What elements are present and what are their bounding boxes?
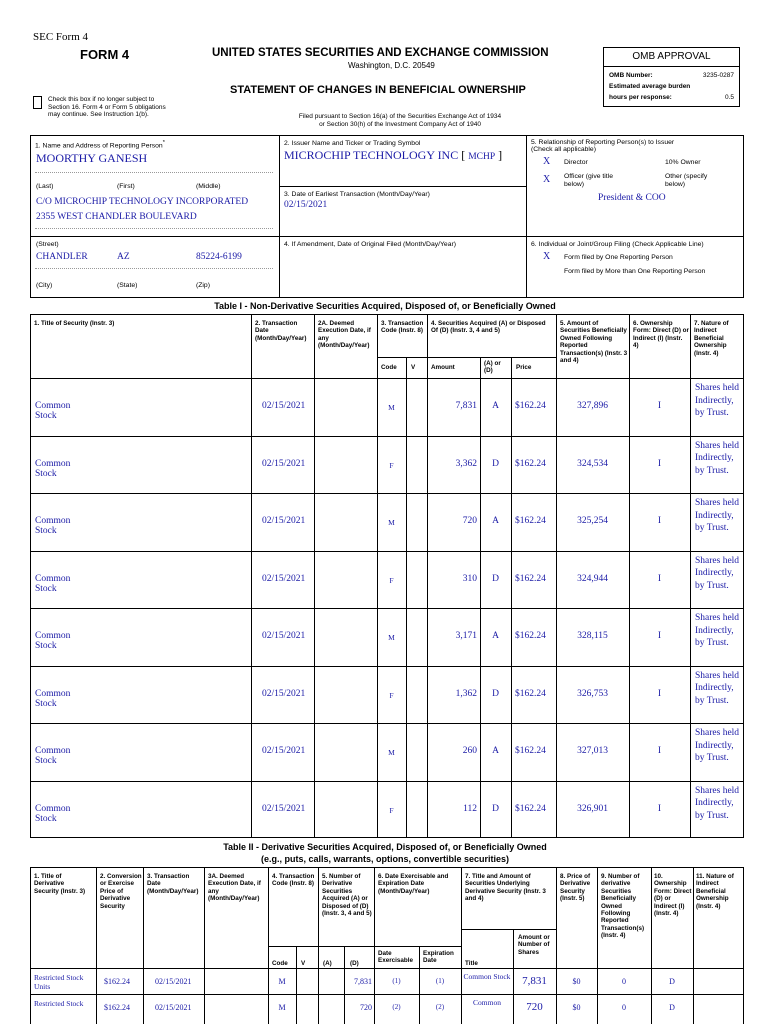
transaction-date: 02/15/2021: [262, 803, 306, 814]
t2-h-a: (A): [323, 960, 332, 967]
price: $162.24: [515, 688, 546, 699]
column-divider: [204, 867, 205, 1024]
ownership-nature: Shares held Indirectly, by Trust.: [695, 440, 740, 476]
zip-label: (Zip): [196, 282, 210, 289]
t1-h-owned: 5. Amount of Securities Beneficially Owned Following Reported Transaction(s) (Instr. 3 and 4): [560, 320, 628, 365]
date-exercisable: (2): [392, 1003, 401, 1011]
column-divider: [251, 551, 252, 609]
omb-box: [603, 47, 740, 107]
ten-percent-owner-label: 10% Owner: [665, 159, 701, 166]
box5-label-2: (Check all applicable): [531, 146, 596, 153]
column-divider: [511, 608, 512, 666]
column-divider: [690, 666, 691, 724]
expiration-date: (1): [435, 977, 445, 985]
transaction-date: 02/15/2021: [155, 977, 192, 986]
amount-owned: 326,753: [577, 688, 608, 699]
column-divider: [406, 781, 407, 839]
t1-h-form: 6. Ownership Form: Direct (D) or Indirect (I) (Instr. 4): [633, 320, 689, 350]
amount: 7,831: [455, 401, 477, 411]
address-line-1: C/O MICROCHIP TECHNOLOGY INCORPORATED: [36, 197, 249, 207]
column-divider: [251, 781, 252, 839]
owned-after: 0: [622, 1003, 626, 1012]
price: $162.24: [515, 401, 546, 411]
t1-h-code-sub: Code: [381, 364, 397, 371]
acquired-or-disposed: A: [492, 746, 499, 756]
row-divider: [30, 436, 744, 437]
t2-h-deemed: 3A. Deemed Execution Date, if any (Month/Day/Year): [208, 873, 261, 903]
amount-owned: 328,115: [577, 631, 608, 641]
first-label: (First): [117, 183, 135, 190]
column-divider: [406, 493, 407, 551]
column-divider: [511, 436, 512, 494]
t1-h-title: 1. Title of Security (Instr. 3): [34, 320, 115, 327]
acquired-or-disposed: A: [492, 401, 499, 411]
ownership-form: D: [669, 1003, 675, 1012]
t2-h-date-ex: Date Exercisable: [378, 950, 414, 965]
column-divider: [651, 867, 652, 1024]
column-divider: [690, 493, 691, 551]
transaction-date: 02/15/2021: [262, 458, 306, 469]
column-divider: [314, 493, 315, 551]
officer-label: Officer (give title below): [564, 173, 613, 188]
price: $162.24: [515, 516, 546, 526]
security-title: Common Stock: [35, 458, 71, 479]
t2-h-v: V: [301, 960, 306, 967]
acquired-or-disposed: D: [492, 573, 499, 584]
transaction-date: 02/15/2021: [262, 746, 306, 756]
column-divider: [314, 378, 315, 436]
derivative-title: Restricted Stock Units: [34, 973, 84, 991]
amount: 3,362: [455, 458, 477, 469]
derivative-price: $0: [572, 977, 581, 986]
transaction-date: 02/15/2021: [262, 573, 306, 584]
street-label: (Street): [36, 241, 59, 248]
officer-title: President & COO: [598, 193, 666, 203]
transaction-date: 02/15/2021: [262, 516, 306, 526]
ownership-form: D: [669, 977, 675, 986]
ownership-nature: Shares held Indirectly, by Trust.: [695, 785, 740, 821]
underlying-amount: 720: [526, 1001, 543, 1013]
omb-title: OMB APPROVAL: [632, 51, 711, 62]
omb-number-value: 3235-0287: [702, 72, 734, 79]
state: AZ: [117, 252, 130, 262]
column-divider: [251, 378, 252, 436]
price: $162.24: [515, 803, 546, 814]
transaction-date: 02/15/2021: [262, 631, 306, 641]
ownership-form: I: [657, 631, 662, 641]
ownership-form: I: [657, 516, 662, 526]
box3-label: 3. Date of Earliest Transaction (Month/Day/Year): [284, 191, 430, 198]
director-label: Director: [564, 159, 588, 166]
issuer-line: [284, 148, 502, 163]
form-label: SEC Form 4: [33, 31, 89, 43]
t2-h-code: 4. Transaction Code (Instr. 8): [272, 873, 315, 888]
t1-h-code: 3. Transaction Code (Instr. 8): [381, 320, 424, 335]
price: $162.24: [515, 573, 546, 584]
filed-pursuant: [270, 113, 530, 128]
derivative-title: Restricted Stock: [34, 999, 84, 1008]
amount: 112: [463, 803, 477, 814]
t2-h-number: 5. Number of Derivative Securities Acquired (A) or Disposed of (D) (Instr. 3, 4 and 5): [322, 873, 372, 918]
address-line-2: 2355 WEST CHANDLER BOULEVARD: [36, 212, 197, 222]
transaction-code: F: [389, 690, 394, 700]
t2-h-exercisable: 6. Date Exercisable and Expiration Date (Month/Day/Year): [378, 873, 449, 895]
acquired-or-disposed: D: [492, 688, 499, 699]
box5-label-1: 5. Relationship of Reporting Person(s) to Issuer: [531, 139, 675, 146]
price: $162.24: [515, 458, 546, 469]
reporting-person-name: MOORTHY GANESH: [36, 151, 148, 165]
row-divider: [30, 608, 744, 609]
t2-h-nature: 11. Nature of Indirect Beneficial Ownership (Instr. 4): [696, 873, 734, 910]
column-divider: [251, 493, 252, 551]
omb-number-label: OMB Number:: [609, 72, 653, 79]
column-divider: [314, 608, 315, 666]
column-divider: [314, 723, 315, 781]
underlying-title: Common: [473, 998, 501, 1007]
security-title: Common Stock: [35, 401, 71, 421]
derivative-price: $0: [572, 1003, 581, 1012]
row-divider: [30, 666, 744, 667]
officer-mark[interactable]: X: [543, 174, 551, 185]
ownership-form: I: [657, 573, 662, 584]
director-mark[interactable]: X: [543, 156, 551, 167]
ownership-nature: Shares held Indirectly, by Trust.: [695, 498, 740, 533]
t2-h-amount: Amount or Number of Shares: [518, 934, 550, 956]
owned-after: 0: [622, 977, 626, 986]
underlying-amount: 7,831: [522, 975, 547, 987]
acquired-or-disposed: A: [492, 516, 499, 526]
transaction-date: 02/15/2021: [262, 401, 306, 411]
location: Washington, D.C. 20549: [348, 61, 435, 70]
security-title: Common Stock: [35, 688, 71, 709]
amount: 720: [462, 516, 477, 526]
disposed-count: 720: [360, 1003, 372, 1012]
transaction-code: M: [388, 403, 395, 412]
underlying-title: Common Stock: [463, 972, 511, 981]
transaction-date: 02/15/2021: [262, 688, 306, 699]
t2-h-underlying: 7. Title and Amount of Securities Underlying Derivative Security (Instr. 3 and 4): [465, 873, 546, 903]
column-divider: [406, 723, 407, 781]
form-title: FORM 4: [80, 47, 130, 62]
ownership-nature: Shares held Indirectly, by Trust.: [695, 728, 740, 763]
column-divider: [693, 867, 694, 1024]
transaction-code: F: [389, 575, 394, 585]
table2-title-1: Table II - Derivative Securities Acquired, Disposed of, or Beneficially Owned: [223, 842, 547, 852]
column-divider: [690, 378, 691, 436]
transaction-code: F: [389, 460, 394, 470]
date-exercisable: (1): [392, 977, 401, 985]
security-title: Common Stock: [35, 746, 71, 766]
commission-title: UNITED STATES SECURITIES AND EXCHANGE COMMISSION: [212, 47, 549, 59]
column-divider: [690, 436, 691, 494]
column-divider: [406, 666, 407, 724]
transaction-code: F: [389, 805, 394, 815]
column-divider: [511, 493, 512, 551]
filed-pursuant-2: or Section 30(h) of the Investment Company Act of 1940: [319, 120, 481, 128]
column-divider: [511, 781, 512, 839]
one-person-label: Form filed by One Reporting Person: [564, 254, 673, 261]
ownership-form: I: [657, 688, 662, 699]
t1-h-acquired: 4. Securities Acquired (A) or Disposed Of (D) (Instr. 3, 4 and 5): [431, 320, 546, 335]
price: $162.24: [515, 631, 546, 641]
t2-h-price: 8. Price of Derivative Security (Instr. 5): [560, 873, 591, 903]
security-title: Common Stock: [35, 631, 71, 651]
more-persons-label: Form filed by More than One Reporting Person: [564, 268, 706, 275]
row-divider: [30, 493, 744, 494]
t2-h-d: (D): [350, 960, 359, 967]
column-divider: [406, 551, 407, 609]
ticker-bracket-close: ]: [498, 148, 503, 162]
box6-label: 6. Individual or Joint/Group Filing (Check Applicable Line): [531, 241, 704, 248]
column-divider: [314, 666, 315, 724]
column-divider: [690, 608, 691, 666]
column-divider: [251, 608, 252, 666]
city-label: (City): [36, 282, 53, 289]
t2-h-owned: 9. Number of derivative Securities Beneficially Owned Following Reported Transaction(s) (Instr. 4): [601, 873, 645, 940]
t1-h-aord: (A) or (D): [484, 360, 501, 375]
omb-hours-value: 0.5: [724, 94, 734, 101]
ownership-form: I: [657, 401, 662, 411]
transaction-code: M: [278, 977, 286, 986]
city: CHANDLER: [36, 252, 88, 262]
box1-label: 1. Name and Address of Reporting Person*: [35, 140, 165, 150]
box4-label: 4. If Amendment, Date of Original Filed (Month/Day/Year): [284, 241, 457, 248]
amount-owned: 326,901: [577, 803, 608, 814]
t1-h-v: V: [411, 364, 416, 371]
ownership-nature: Shares held Indirectly, by Trust.: [695, 613, 740, 648]
sub-header-line: [374, 946, 461, 947]
column-divider: [511, 378, 512, 436]
t2-h-conversion: 2. Conversion or Exercise Price of Derivative Security: [100, 873, 142, 910]
amount: 310: [462, 573, 477, 584]
column-divider: [96, 867, 97, 1024]
last-label: (Last): [36, 183, 54, 190]
one-person-mark[interactable]: X: [543, 251, 551, 262]
sub-header-line: [268, 946, 374, 947]
ownership-nature: Shares held Indirectly, by Trust.: [695, 383, 740, 418]
column-divider: [406, 436, 407, 494]
column-divider: [690, 551, 691, 609]
transaction-date: 02/15/2021: [155, 1003, 192, 1012]
transaction-code: M: [278, 1003, 286, 1012]
earliest-transaction-date: 02/15/2021: [284, 200, 328, 210]
amount-owned: 324,534: [577, 458, 608, 469]
ticker-bracket-open: [: [461, 148, 466, 162]
checkbox-text: Check this box if no longer subject to Section 16. Form 4 or Form 5 obligations may continue. See Instruction 1(b).: [48, 96, 166, 118]
acquired-or-disposed: A: [492, 631, 499, 641]
issuer-name: MICROCHIP TECHNOLOGY INC: [284, 148, 459, 162]
column-divider: [511, 723, 512, 781]
t1-h-price: Price: [516, 364, 532, 371]
zip: 85224-6199: [196, 252, 242, 262]
row-divider: [30, 994, 744, 995]
filed-pursuant-1: Filed pursuant to Section 16(a) of the Securities Exchange Act of 1934: [298, 113, 502, 120]
disposed-count: 7,831: [354, 977, 372, 986]
box1-asterisk: *: [162, 140, 165, 146]
conversion-price: $162.24: [104, 1003, 130, 1012]
ownership-form: I: [657, 746, 662, 756]
sub-header-line: [461, 929, 556, 930]
column-divider: [314, 436, 315, 494]
amount: 3,171: [455, 631, 477, 641]
sub-column-divider: [296, 946, 297, 1024]
row-divider: [30, 551, 744, 552]
security-title: Common Stock: [35, 516, 71, 536]
t2-h-title-sub: Title: [465, 960, 478, 967]
other-label: Other (specify below): [665, 173, 708, 188]
amount: 1,362: [455, 688, 477, 699]
t2-h-exp: Expiration Date: [423, 950, 454, 965]
table1-title: Table I - Non-Derivative Securities Acquired, Disposed of, or Beneficially Owned: [214, 301, 556, 311]
omb-burden-label: Estimated average burden: [609, 83, 691, 90]
t1-h-nature: 7. Nature of Indirect Beneficial Ownership (Instr. 4): [694, 320, 729, 357]
transaction-code: M: [388, 748, 395, 757]
acquired-or-disposed: D: [492, 803, 499, 814]
column-divider: [406, 608, 407, 666]
header-bottom-line: [30, 968, 744, 969]
expiration-date: (2): [435, 1003, 445, 1011]
column-divider: [143, 867, 144, 1024]
box2-label: 2. Issuer Name and Ticker or Trading Symbol: [284, 140, 421, 147]
column-divider: [251, 723, 252, 781]
table2-title-2: (e.g., puts, calls, warrants, options, convertible securities): [260, 854, 510, 864]
omb-hours-label: hours per response:: [609, 94, 672, 101]
t1-h-deemed: 2A. Deemed Execution Date, if any (Month/Day/Year): [318, 320, 371, 350]
column-divider: [690, 723, 691, 781]
price: $162.24: [515, 746, 546, 756]
column-divider: [251, 666, 252, 724]
t1-h-date: 2. Transaction Date (Month/Day/Year): [255, 320, 307, 342]
ticker: MCHP: [468, 152, 496, 162]
row-divider: [30, 723, 744, 724]
column-divider: [556, 867, 557, 1024]
state-label: (State): [117, 282, 138, 289]
t2-h-form: 10. Ownership Form: Direct (D) or Indirect (I) (Instr. 4): [654, 873, 692, 918]
amount-owned: 327,013: [577, 746, 608, 756]
transaction-code: M: [388, 633, 395, 642]
transaction-code: M: [388, 518, 395, 527]
middle-label: (Middle): [196, 183, 221, 190]
t2-h-title: 1. Title of Derivative Security (Instr. 3): [34, 873, 86, 895]
security-title: Common Stock: [35, 573, 71, 594]
column-divider: [406, 378, 407, 436]
column-divider: [251, 436, 252, 494]
column-divider: [690, 781, 691, 839]
column-divider: [314, 781, 315, 839]
ownership-form: I: [657, 458, 662, 469]
security-title: Common Stock: [35, 803, 71, 824]
ownership-form: I: [657, 803, 662, 814]
t2-h-code-sub: Code: [272, 960, 288, 967]
column-divider: [314, 551, 315, 609]
column-divider: [511, 551, 512, 609]
amount-owned: 324,944: [577, 573, 608, 584]
column-divider: [511, 666, 512, 724]
ownership-nature: Shares held Indirectly, by Trust.: [695, 555, 740, 591]
amount: 260: [462, 746, 477, 756]
acquired-or-disposed: D: [492, 458, 499, 469]
ownership-nature: Shares held Indirectly, by Trust.: [695, 670, 740, 706]
amount-owned: 327,896: [577, 401, 608, 411]
t2-h-date: 3. Transaction Date (Month/Day/Year): [147, 873, 199, 895]
no-longer-subject-checkbox[interactable]: [33, 96, 42, 109]
statement-title: STATEMENT OF CHANGES IN BENEFICIAL OWNERSHIP: [230, 84, 526, 96]
t1-h-amount: Amount: [431, 364, 455, 371]
conversion-price: $162.24: [104, 977, 130, 986]
row-divider: [30, 781, 744, 782]
amount-owned: 325,254: [577, 516, 608, 526]
